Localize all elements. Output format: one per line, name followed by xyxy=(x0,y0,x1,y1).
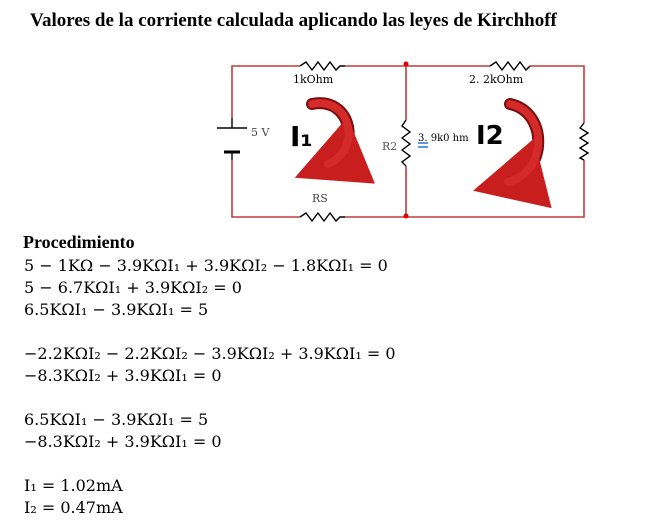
result-line: I₂ = 0.47mA xyxy=(24,498,123,517)
loop1-label: I₁ xyxy=(290,120,313,153)
equation-line: 5 − 1KΩ − 3.9KΩI₁ + 3.9KΩI₂ − 1.8KΩI₁ = 0 xyxy=(24,256,388,275)
rs-label: RS xyxy=(312,192,328,205)
result-line: I₁ = 1.02mA xyxy=(24,476,123,495)
resistor-r3 xyxy=(490,62,530,70)
equation-line: −2.2KΩI₂ − 2.2KΩI₂ − 3.9KΩI₂ + 3.9KΩI₁ = 0 xyxy=(24,344,396,363)
r1-label: 1kOhm xyxy=(293,73,334,86)
equation-line: −8.3KΩI₂ + 3.9KΩI₁ = 0 xyxy=(24,432,222,451)
page-title: Valores de la corriente calculada aplicando las leyes de Kirchhoff xyxy=(30,10,557,31)
equation-line: 5 − 6.7KΩI₁ + 3.9KΩI₂ = 0 xyxy=(24,278,242,297)
procedure-heading: Procedimiento xyxy=(23,232,135,252)
junction-node-bottom xyxy=(404,214,409,219)
resistor-rs xyxy=(300,213,345,221)
resistor-right xyxy=(580,123,588,160)
junction-node-top xyxy=(404,62,409,67)
resistor-r1 xyxy=(300,62,345,70)
source-label: 5 V xyxy=(251,126,270,139)
resistor-r2 xyxy=(402,120,410,166)
r2-label: R2 xyxy=(382,140,398,153)
r2-value: 3. 9k0 hm xyxy=(418,133,469,144)
equals-marker xyxy=(418,143,428,147)
equation-line: −8.3KΩI₂ + 3.9KΩI₁ = 0 xyxy=(24,366,222,385)
circuit-diagram xyxy=(0,0,651,240)
r3-label: 2. 2kOhm xyxy=(469,73,524,86)
voltage-source xyxy=(217,118,247,160)
equation-line: 6.5KΩI₁ − 3.9KΩI₁ = 5 xyxy=(24,300,209,319)
equation-line: 6.5KΩI₁ − 3.9KΩI₁ = 5 xyxy=(24,410,209,429)
loop2-label: I2 xyxy=(476,121,504,151)
circuit-wires xyxy=(232,66,584,217)
